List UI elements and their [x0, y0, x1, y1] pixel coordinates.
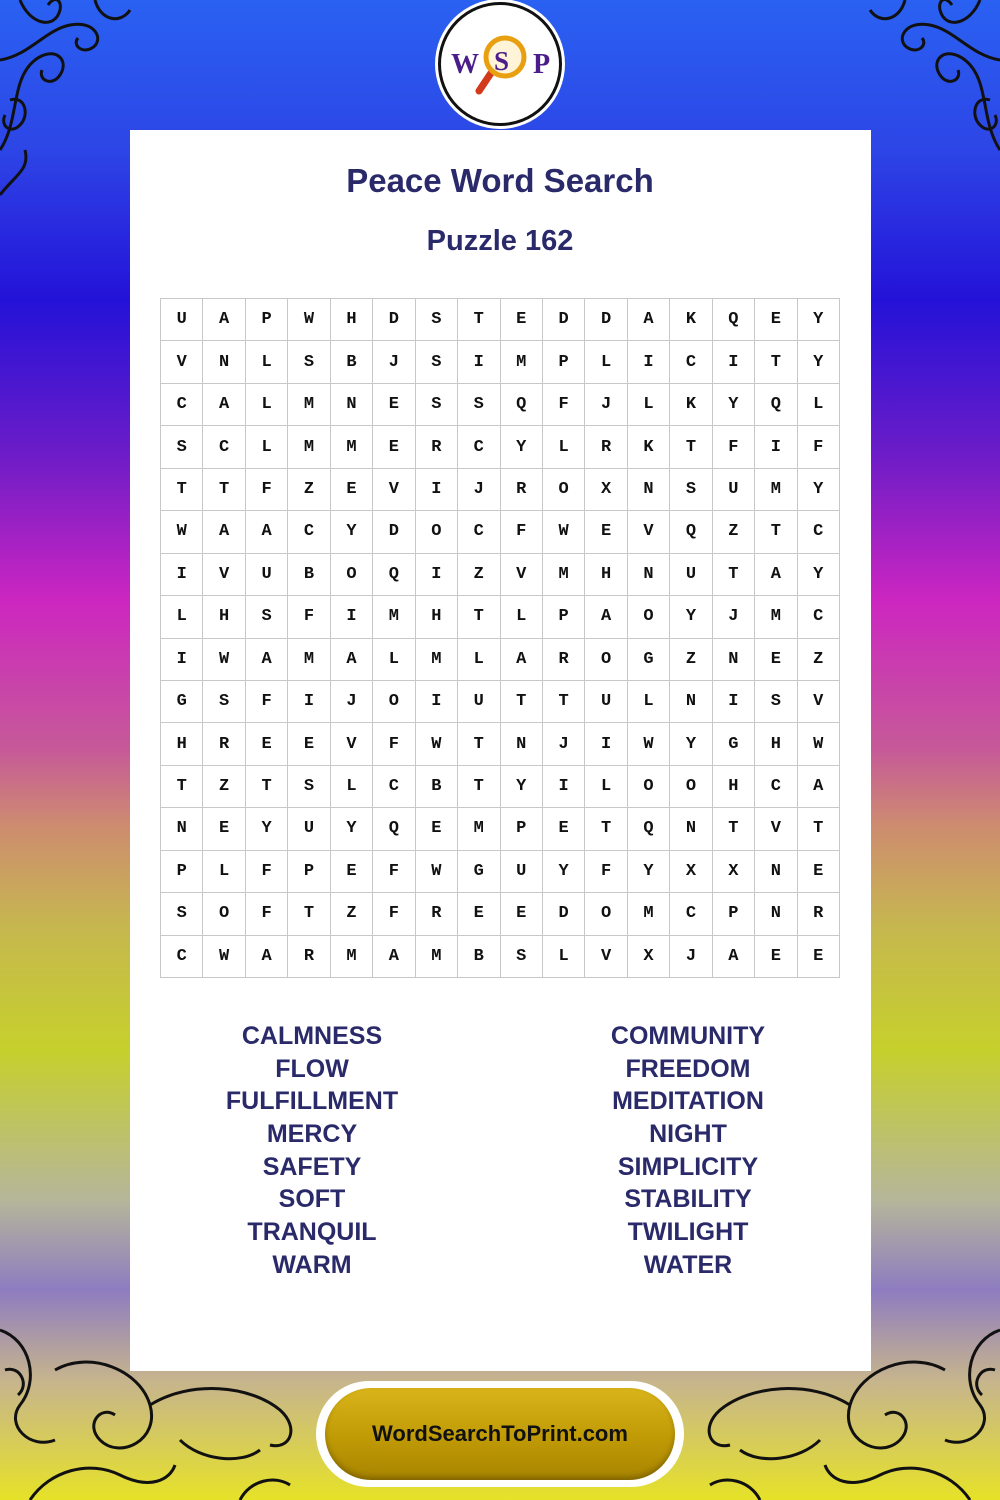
grid-cell[interactable]: Z [203, 766, 245, 808]
grid-cell[interactable]: R [501, 469, 543, 511]
grid-cell[interactable]: Q [373, 554, 415, 596]
grid-cell[interactable]: O [373, 681, 415, 723]
grid-cell[interactable]: U [585, 681, 627, 723]
grid-cell[interactable]: T [458, 299, 500, 341]
grid-cell[interactable]: M [543, 554, 585, 596]
grid-cell[interactable]: R [585, 426, 627, 468]
word-list-item: NIGHT [649, 1120, 727, 1149]
grid-cell[interactable]: K [670, 299, 712, 341]
word-list-item: COMMUNITY [610, 1022, 766, 1050]
grid-cell[interactable]: C [458, 426, 500, 468]
grid-cell[interactable]: F [246, 851, 288, 893]
grid-cell[interactable]: T [585, 808, 627, 850]
footer-site-button[interactable] [325, 1388, 675, 1480]
grid-cell[interactable]: B [458, 936, 500, 978]
grid-cell[interactable]: Y [798, 469, 840, 511]
grid-cell[interactable]: U [288, 808, 330, 850]
grid-cell[interactable]: E [543, 808, 585, 850]
grid-cell[interactable]: Y [713, 384, 755, 426]
grid-cell[interactable]: U [246, 554, 288, 596]
grid-cell[interactable]: Y [798, 299, 840, 341]
grid-cell[interactable]: N [670, 808, 712, 850]
grid-cell[interactable]: Z [798, 639, 840, 681]
grid-cell[interactable]: S [755, 681, 797, 723]
grid-cell[interactable]: B [288, 554, 330, 596]
grid-cell[interactable]: N [713, 639, 755, 681]
grid-cell[interactable]: M [331, 426, 373, 468]
grid-cell[interactable]: L [161, 596, 203, 638]
grid-cell[interactable]: A [203, 384, 245, 426]
grid-cell[interactable]: Z [713, 511, 755, 553]
grid-cell[interactable]: Y [501, 426, 543, 468]
grid-cell[interactable]: F [373, 851, 415, 893]
grid-cell[interactable]: U [458, 681, 500, 723]
grid-cell[interactable]: V [331, 723, 373, 765]
grid-cell[interactable]: I [416, 681, 458, 723]
grid-cell[interactable]: L [331, 766, 373, 808]
grid-cell[interactable]: O [585, 893, 627, 935]
grid-cell[interactable]: M [501, 341, 543, 383]
grid-cell[interactable]: W [161, 511, 203, 553]
grid-cell[interactable]: N [331, 384, 373, 426]
grid-cell[interactable]: L [628, 384, 670, 426]
grid-cell[interactable]: T [713, 808, 755, 850]
grid-cell[interactable]: X [585, 469, 627, 511]
grid-cell[interactable]: O [203, 893, 245, 935]
grid-cell[interactable]: L [628, 681, 670, 723]
grid-cell[interactable]: E [246, 723, 288, 765]
grid-cell[interactable]: T [755, 341, 797, 383]
grid-cell[interactable]: Q [755, 384, 797, 426]
grid-cell[interactable]: F [373, 893, 415, 935]
grid-cell[interactable]: F [373, 723, 415, 765]
grid-cell[interactable]: Y [670, 596, 712, 638]
grid-cell[interactable]: K [628, 426, 670, 468]
word-list-item: SAFETY [262, 1152, 362, 1181]
grid-cell[interactable]: C [670, 893, 712, 935]
grid-cell[interactable]: S [246, 596, 288, 638]
letter-grid [160, 298, 840, 978]
grid-cell[interactable]: C [161, 384, 203, 426]
grid-cell[interactable]: L [246, 341, 288, 383]
grid-cell[interactable]: N [755, 893, 797, 935]
grid-cell[interactable]: Y [246, 808, 288, 850]
logo-letter-p: P [533, 49, 551, 80]
grid-cell[interactable]: G [628, 639, 670, 681]
grid-cell[interactable]: L [585, 766, 627, 808]
grid-cell[interactable]: H [713, 766, 755, 808]
grid-cell[interactable]: Y [798, 341, 840, 383]
grid-cell[interactable]: L [203, 851, 245, 893]
grid-cell[interactable]: T [288, 893, 330, 935]
word-list-item: SOFT [278, 1185, 346, 1214]
grid-cell[interactable]: O [543, 469, 585, 511]
word-list-item: WARM [272, 1250, 352, 1279]
grid-cell[interactable]: P [543, 341, 585, 383]
grid-cell[interactable]: S [203, 681, 245, 723]
grid-cell[interactable]: T [543, 681, 585, 723]
grid-cell[interactable]: R [543, 639, 585, 681]
grid-cell[interactable]: T [161, 766, 203, 808]
grid-cell[interactable]: L [543, 936, 585, 978]
grid-cell[interactable]: D [543, 893, 585, 935]
grid-cell[interactable]: M [755, 596, 797, 638]
grid-cell[interactable]: O [331, 554, 373, 596]
grid-cell[interactable]: B [416, 766, 458, 808]
word-list-item: TWILIGHT [627, 1218, 749, 1247]
grid-cell[interactable]: S [416, 341, 458, 383]
grid-cell[interactable]: S [161, 893, 203, 935]
grid-cell[interactable]: E [798, 936, 840, 978]
grid-cell[interactable]: W [628, 723, 670, 765]
grid-cell[interactable]: M [628, 893, 670, 935]
grid-cell[interactable]: D [585, 299, 627, 341]
grid-cell[interactable]: D [373, 299, 415, 341]
grid-cell[interactable]: S [288, 766, 330, 808]
grid-cell[interactable]: J [543, 723, 585, 765]
grid-cell[interactable]: C [798, 596, 840, 638]
grid-cell[interactable]: A [755, 554, 797, 596]
grid-cell[interactable]: Y [331, 808, 373, 850]
grid-cell[interactable]: Y [543, 851, 585, 893]
grid-cell[interactable]: C [288, 511, 330, 553]
grid-cell[interactable]: F [246, 893, 288, 935]
grid-cell[interactable]: M [288, 384, 330, 426]
grid-cell[interactable]: Y [798, 554, 840, 596]
site-logo [438, 2, 562, 126]
grid-cell[interactable]: N [628, 554, 670, 596]
word-list-item: MERCY [266, 1120, 358, 1149]
grid-cell[interactable]: F [246, 469, 288, 511]
grid-cell[interactable]: E [288, 723, 330, 765]
logo-letter-s: S [494, 46, 510, 76]
grid-cell[interactable]: M [416, 639, 458, 681]
grid-cell[interactable]: E [501, 299, 543, 341]
grid-cell[interactable]: S [416, 299, 458, 341]
grid-cell[interactable]: W [288, 299, 330, 341]
grid-cell[interactable]: P [161, 851, 203, 893]
grid-cell[interactable]: R [203, 723, 245, 765]
grid-cell[interactable]: G [713, 723, 755, 765]
grid-cell[interactable]: I [161, 639, 203, 681]
grid-cell[interactable]: H [416, 596, 458, 638]
grid-cell[interactable]: N [755, 851, 797, 893]
grid-cell[interactable]: X [670, 851, 712, 893]
grid-cell[interactable]: H [331, 299, 373, 341]
grid-cell[interactable]: T [501, 681, 543, 723]
grid-cell[interactable]: E [755, 639, 797, 681]
grid-cell[interactable]: A [713, 936, 755, 978]
grid-cell[interactable]: W [543, 511, 585, 553]
grid-cell[interactable]: P [246, 299, 288, 341]
grid-cell[interactable]: W [798, 723, 840, 765]
grid-cell[interactable]: J [331, 681, 373, 723]
grid-cell[interactable]: I [755, 426, 797, 468]
grid-cell[interactable]: X [628, 936, 670, 978]
grid-cell[interactable]: B [331, 341, 373, 383]
grid-cell[interactable]: I [331, 596, 373, 638]
grid-cell[interactable]: U [161, 299, 203, 341]
grid-cell[interactable]: E [585, 511, 627, 553]
word-list-right [528, 1020, 848, 1282]
grid-cell[interactable]: L [585, 341, 627, 383]
grid-cell[interactable]: K [670, 384, 712, 426]
grid-cell[interactable]: J [713, 596, 755, 638]
grid-cell[interactable]: C [161, 936, 203, 978]
grid-cell[interactable]: Q [373, 808, 415, 850]
grid-cell[interactable]: S [416, 384, 458, 426]
grid-cell[interactable]: J [373, 341, 415, 383]
grid-cell[interactable]: C [458, 511, 500, 553]
word-list-item: SIMPLICITY [617, 1152, 759, 1181]
grid-cell[interactable]: C [670, 341, 712, 383]
grid-cell[interactable]: A [798, 766, 840, 808]
grid-cell[interactable]: U [501, 851, 543, 893]
grid-cell[interactable]: M [288, 639, 330, 681]
grid-cell[interactable]: A [246, 639, 288, 681]
grid-cell[interactable]: T [458, 596, 500, 638]
grid-cell[interactable]: Y [501, 766, 543, 808]
grid-cell[interactable]: E [373, 426, 415, 468]
grid-cell[interactable]: T [161, 469, 203, 511]
grid-cell[interactable]: L [373, 639, 415, 681]
word-list-item: FULFILLMENT [225, 1087, 399, 1116]
grid-cell[interactable]: S [670, 469, 712, 511]
grid-cell[interactable]: W [203, 639, 245, 681]
grid-cell[interactable]: A [628, 299, 670, 341]
grid-cell[interactable]: Q [628, 808, 670, 850]
grid-cell[interactable]: V [161, 341, 203, 383]
grid-cell[interactable]: A [585, 596, 627, 638]
grid-cell[interactable]: F [501, 511, 543, 553]
grid-cell[interactable]: H [161, 723, 203, 765]
grid-cell[interactable]: M [416, 936, 458, 978]
grid-cell[interactable]: O [416, 511, 458, 553]
grid-cell[interactable]: A [373, 936, 415, 978]
grid-cell[interactable]: W [203, 936, 245, 978]
grid-cell[interactable]: E [798, 851, 840, 893]
grid-cell[interactable]: N [161, 808, 203, 850]
grid-cell[interactable]: F [798, 426, 840, 468]
grid-cell[interactable]: J [585, 384, 627, 426]
grid-cell[interactable]: Z [288, 469, 330, 511]
grid-cell[interactable]: I [416, 469, 458, 511]
footer-site-text: WordSearchToPrint.com [372, 1421, 628, 1446]
grid-cell[interactable]: S [501, 936, 543, 978]
grid-cell[interactable]: S [161, 426, 203, 468]
grid-cell[interactable]: G [161, 681, 203, 723]
grid-cell[interactable]: D [373, 511, 415, 553]
grid-cell[interactable]: N [501, 723, 543, 765]
grid-cell[interactable]: T [458, 766, 500, 808]
grid-cell[interactable]: Z [458, 554, 500, 596]
logo-letter-w: W [451, 49, 479, 80]
grid-cell[interactable]: W [416, 723, 458, 765]
word-list-item: FLOW [275, 1054, 349, 1083]
grid-cell[interactable]: V [798, 681, 840, 723]
grid-cell[interactable]: H [755, 723, 797, 765]
word-list-left [152, 1020, 472, 1282]
grid-cell[interactable]: F [288, 596, 330, 638]
grid-cell[interactable]: M [755, 469, 797, 511]
grid-cell[interactable]: O [670, 766, 712, 808]
grid-cell[interactable]: I [288, 681, 330, 723]
grid-cell[interactable]: Y [670, 723, 712, 765]
grid-cell[interactable]: O [585, 639, 627, 681]
grid-cell[interactable]: L [458, 639, 500, 681]
grid-cell[interactable]: V [585, 936, 627, 978]
grid-cell[interactable]: I [416, 554, 458, 596]
grid-cell[interactable]: Y [331, 511, 373, 553]
grid-cell[interactable]: E [331, 469, 373, 511]
grid-cell[interactable]: P [543, 596, 585, 638]
grid-cell[interactable]: Y [628, 851, 670, 893]
grid-cell[interactable]: I [543, 766, 585, 808]
grid-cell[interactable]: S [288, 341, 330, 383]
grid-cell[interactable]: A [246, 936, 288, 978]
grid-cell[interactable]: W [416, 851, 458, 893]
grid-cell[interactable]: Z [670, 639, 712, 681]
grid-cell[interactable]: X [713, 851, 755, 893]
grid-cell[interactable]: E [416, 808, 458, 850]
grid-cell[interactable]: I [161, 554, 203, 596]
grid-cell[interactable]: M [288, 426, 330, 468]
grid-cell[interactable]: I [628, 341, 670, 383]
grid-cell[interactable]: C [373, 766, 415, 808]
grid-cell[interactable]: P [501, 808, 543, 850]
grid-cell[interactable]: R [416, 893, 458, 935]
page-title: Peace Word Search [346, 162, 654, 199]
grid-cell[interactable]: D [543, 299, 585, 341]
grid-cell[interactable]: A [246, 511, 288, 553]
grid-cell[interactable]: L [543, 426, 585, 468]
grid-cell[interactable]: P [288, 851, 330, 893]
grid-cell[interactable]: J [670, 936, 712, 978]
grid-cell[interactable]: N [203, 341, 245, 383]
grid-cell[interactable]: T [203, 469, 245, 511]
grid-cell[interactable]: E [331, 851, 373, 893]
grid-cell[interactable]: C [755, 766, 797, 808]
grid-cell[interactable]: Q [501, 384, 543, 426]
grid-cell[interactable]: V [373, 469, 415, 511]
puzzle-number: Puzzle 162 [426, 225, 574, 257]
grid-cell[interactable]: R [416, 426, 458, 468]
word-list-item: FREEDOM [625, 1054, 751, 1083]
grid-cell[interactable]: E [501, 893, 543, 935]
grid-cell[interactable]: A [501, 639, 543, 681]
grid-cell[interactable]: I [713, 681, 755, 723]
grid-cell[interactable]: M [373, 596, 415, 638]
grid-cell[interactable]: O [628, 596, 670, 638]
grid-cell[interactable]: E [755, 299, 797, 341]
word-list-item: MEDITATION [612, 1087, 764, 1116]
grid-cell[interactable]: I [713, 341, 755, 383]
grid-cell[interactable]: F [246, 681, 288, 723]
grid-cell[interactable]: T [458, 723, 500, 765]
grid-cell[interactable]: M [331, 936, 373, 978]
grid-cell[interactable]: O [628, 766, 670, 808]
grid-cell[interactable]: U [670, 554, 712, 596]
grid-cell[interactable]: F [713, 426, 755, 468]
grid-cell[interactable]: I [458, 341, 500, 383]
grid-cell[interactable]: L [501, 596, 543, 638]
grid-cell[interactable]: L [246, 384, 288, 426]
grid-cell[interactable]: E [203, 808, 245, 850]
word-list-item: CALMNESS [241, 1022, 383, 1050]
grid-cell[interactable]: V [628, 511, 670, 553]
grid-cell[interactable]: Q [713, 299, 755, 341]
grid-cell[interactable]: T [798, 808, 840, 850]
grid-cell[interactable]: E [755, 936, 797, 978]
grid-cell[interactable]: F [585, 851, 627, 893]
word-list-item: WATER [643, 1250, 733, 1279]
grid-cell[interactable]: Q [670, 511, 712, 553]
grid-cell[interactable]: H [203, 596, 245, 638]
grid-cell[interactable]: A [203, 511, 245, 553]
grid-cell[interactable]: L [246, 426, 288, 468]
grid-cell[interactable]: F [543, 384, 585, 426]
grid-cell[interactable]: N [628, 469, 670, 511]
grid-cell[interactable]: P [713, 893, 755, 935]
grid-cell[interactable]: R [288, 936, 330, 978]
word-list-item: STABILITY [624, 1185, 752, 1214]
grid-cell[interactable]: S [458, 384, 500, 426]
grid-cell[interactable]: C [798, 511, 840, 553]
grid-cell[interactable]: I [585, 723, 627, 765]
grid-cell[interactable]: V [755, 808, 797, 850]
grid-cell[interactable]: T [246, 766, 288, 808]
grid-cell[interactable]: C [203, 426, 245, 468]
word-list-item: TRANQUIL [247, 1218, 377, 1247]
grid-cell[interactable]: E [373, 384, 415, 426]
grid-cell[interactable]: J [458, 469, 500, 511]
grid-cell[interactable]: E [458, 893, 500, 935]
grid-cell[interactable]: T [713, 554, 755, 596]
grid-cell[interactable]: V [501, 554, 543, 596]
grid-cell[interactable]: N [670, 681, 712, 723]
grid-cell[interactable]: R [798, 893, 840, 935]
grid-cell[interactable]: T [755, 511, 797, 553]
grid-cell[interactable]: A [331, 639, 373, 681]
grid-cell[interactable]: A [203, 299, 245, 341]
grid-cell[interactable]: Z [331, 893, 373, 935]
grid-cell[interactable]: G [458, 851, 500, 893]
grid-cell[interactable]: U [713, 469, 755, 511]
grid-cell[interactable]: T [670, 426, 712, 468]
grid-cell[interactable]: M [458, 808, 500, 850]
grid-cell[interactable]: L [798, 384, 840, 426]
grid-cell[interactable]: V [203, 554, 245, 596]
grid-cell[interactable]: H [585, 554, 627, 596]
